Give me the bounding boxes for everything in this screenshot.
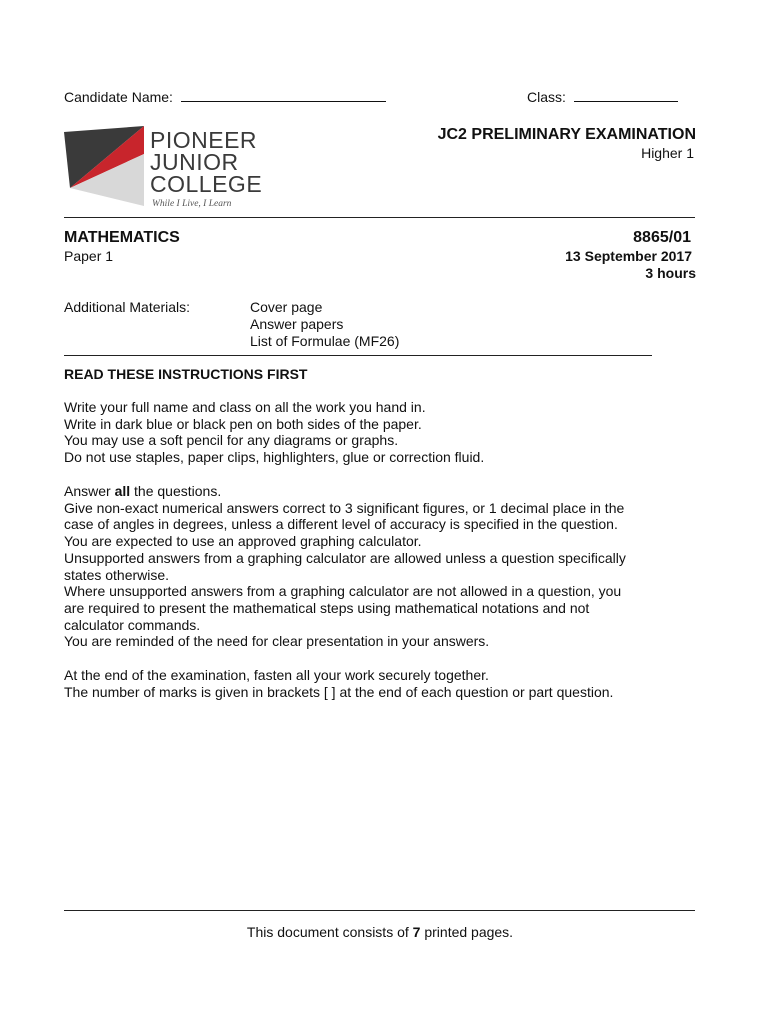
logo-motto: While I Live, I Learn bbox=[152, 199, 232, 209]
header-divider bbox=[64, 217, 695, 218]
paper-number: Paper 1 bbox=[64, 248, 114, 264]
materials-item: List of Formulae (MF26) bbox=[250, 333, 400, 349]
instructions-block-1 bbox=[64, 399, 704, 466]
instruction-line: You are expected to use an approved graphing calculator. bbox=[64, 533, 422, 550]
instructions-heading: READ THESE INSTRUCTIONS FIRST bbox=[64, 366, 308, 382]
instructions-block-2 bbox=[64, 483, 724, 650]
answer-bold: all bbox=[114, 483, 131, 499]
logo-line3: COLLEGE bbox=[150, 171, 263, 197]
exam-title: JC2 PRELIMINARY EXAMINATION bbox=[437, 126, 696, 143]
instruction-line: Give non-exact numerical answers correct to 3 significant figures, or 1 decimal place in the bbox=[64, 499, 625, 516]
page-count-note bbox=[0, 924, 760, 941]
materials-list bbox=[250, 299, 399, 350]
class-blank bbox=[574, 89, 678, 102]
pioneer-junior-college-logo bbox=[64, 126, 279, 210]
materials-divider bbox=[64, 355, 652, 356]
logo-line2: JUNIOR bbox=[150, 149, 239, 175]
instruction-line: Write in dark blue or black pen on both sides of the paper. bbox=[64, 415, 422, 432]
instruction-line: are required to present the mathematical steps using mathematical notations and not bbox=[64, 599, 590, 616]
page-count: 7 bbox=[412, 924, 421, 940]
instruction-line: Unsupported answers from a graphing calculator are allowed unless a question specifically bbox=[64, 549, 626, 566]
candidate-name-row bbox=[64, 89, 386, 106]
instruction-line: At the end of the examination, fasten all your work securely together. bbox=[64, 667, 489, 683]
instruction-line: You may use a soft pencil for any diagrams or graphs. bbox=[64, 432, 399, 449]
footer-divider bbox=[64, 910, 695, 911]
answer-suffix: the questions. bbox=[130, 483, 222, 499]
answer-prefix: Answer bbox=[64, 483, 115, 499]
exam-date: 13 September 2017 bbox=[565, 248, 692, 264]
page-count-prefix: This document consists of bbox=[246, 924, 413, 940]
instruction-line: Where unsupported answers from a graphing calculator are not allowed in a question, you bbox=[64, 583, 622, 600]
candidate-name-label: Candidate Name: bbox=[64, 89, 173, 105]
paper-code: 8865/01 bbox=[633, 229, 691, 246]
instruction-line: states otherwise. bbox=[64, 566, 170, 583]
class-label: Class: bbox=[527, 89, 566, 105]
instruction-line: The number of marks is given in brackets [ ] at the end of each question or part question. bbox=[64, 683, 614, 700]
page-count-suffix: printed pages. bbox=[420, 924, 514, 940]
instruction-line: case of angles in degrees, unless a different level of accuracy is specified in the question. bbox=[64, 516, 618, 533]
answer-all-line bbox=[64, 483, 724, 500]
class-row bbox=[527, 89, 678, 106]
instructions-block-3 bbox=[64, 667, 724, 700]
instruction-line: Do not use staples, paper clips, highlighters, glue or correction fluid. bbox=[64, 449, 485, 466]
subject-name: MATHEMATICS bbox=[64, 229, 180, 246]
instruction-line: calculator commands. bbox=[64, 616, 201, 633]
exam-level: Higher 1 bbox=[641, 145, 694, 161]
materials-item: Answer papers bbox=[250, 316, 344, 332]
materials-item: Cover page bbox=[250, 299, 323, 315]
exam-duration: 3 hours bbox=[645, 265, 696, 281]
materials-label: Additional Materials: bbox=[64, 299, 191, 315]
instruction-line: Write your full name and class on all the work you hand in. bbox=[64, 399, 426, 415]
candidate-name-blank bbox=[181, 89, 386, 102]
instruction-line: You are reminded of the need for clear presentation in your answers. bbox=[64, 633, 490, 650]
logo-line1: PIONEER bbox=[150, 127, 258, 153]
